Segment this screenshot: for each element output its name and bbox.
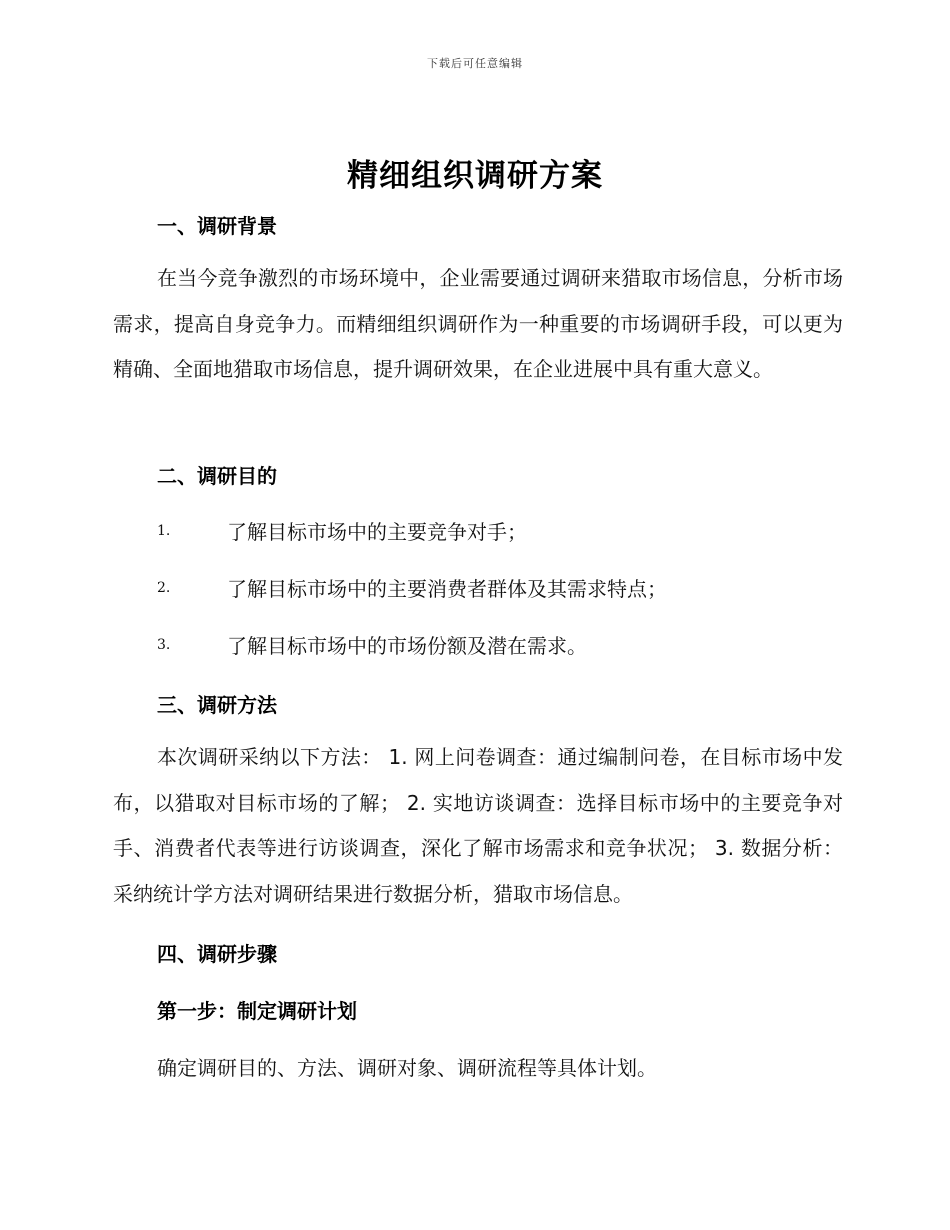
list-item-text: 了解目标市场中的主要消费者群体及其需求特点； xyxy=(227,577,667,601)
purpose-list-item xyxy=(157,630,587,659)
list-item-text: 了解目标市场中的主要竞争对手； xyxy=(227,520,527,544)
list-item-number: 1. xyxy=(157,522,171,539)
methods-paragraph: 本次调研采纳以下方法： 1. 网上问卷调查：通过编制问卷，在目标市场中发布，以猎取对目标市场的了解； 2. 实地访谈调查：选择目标市场中的主要竞争对手、消费者代表等进行访谈调查，深化了解市场需求和竞争状况； 3. 数据分析：采纳统计学方法对调研结果进行数据分析，猎取市场信息。 xyxy=(113,745,843,906)
list-item-number: 2. xyxy=(157,579,171,596)
section-heading-background: 一、调研背景 xyxy=(157,214,277,238)
document-title: 精细组织调研方案 xyxy=(347,158,603,194)
step-one-text: 确定调研目的、方法、调研对象、调研流程等具体计划。 xyxy=(157,1056,657,1080)
background-paragraph: 在当今竞争激烈的市场环境中，企业需要通过调研来猎取市场信息，分析市场需求，提高自身竞争力。而精细组织调研作为一种重要的市场调研手段，可以更为精确、全面地猎取市场信息，提升调研效果，在企业进展中具有重大意义。 xyxy=(113,266,843,381)
purpose-list-item xyxy=(157,516,527,545)
page-header-note: 下载后可任意编辑 xyxy=(427,57,523,70)
list-item-number: 3. xyxy=(157,636,171,653)
step-one-heading: 第一步：制定调研计划 xyxy=(157,999,357,1023)
section-heading-methods: 三、调研方法 xyxy=(157,693,277,717)
section-heading-steps: 四、调研步骤 xyxy=(157,942,277,966)
section-heading-purpose: 二、调研目的 xyxy=(157,464,277,488)
purpose-list-item xyxy=(157,573,667,602)
list-item-text: 了解目标市场中的市场份额及潜在需求。 xyxy=(227,634,587,658)
